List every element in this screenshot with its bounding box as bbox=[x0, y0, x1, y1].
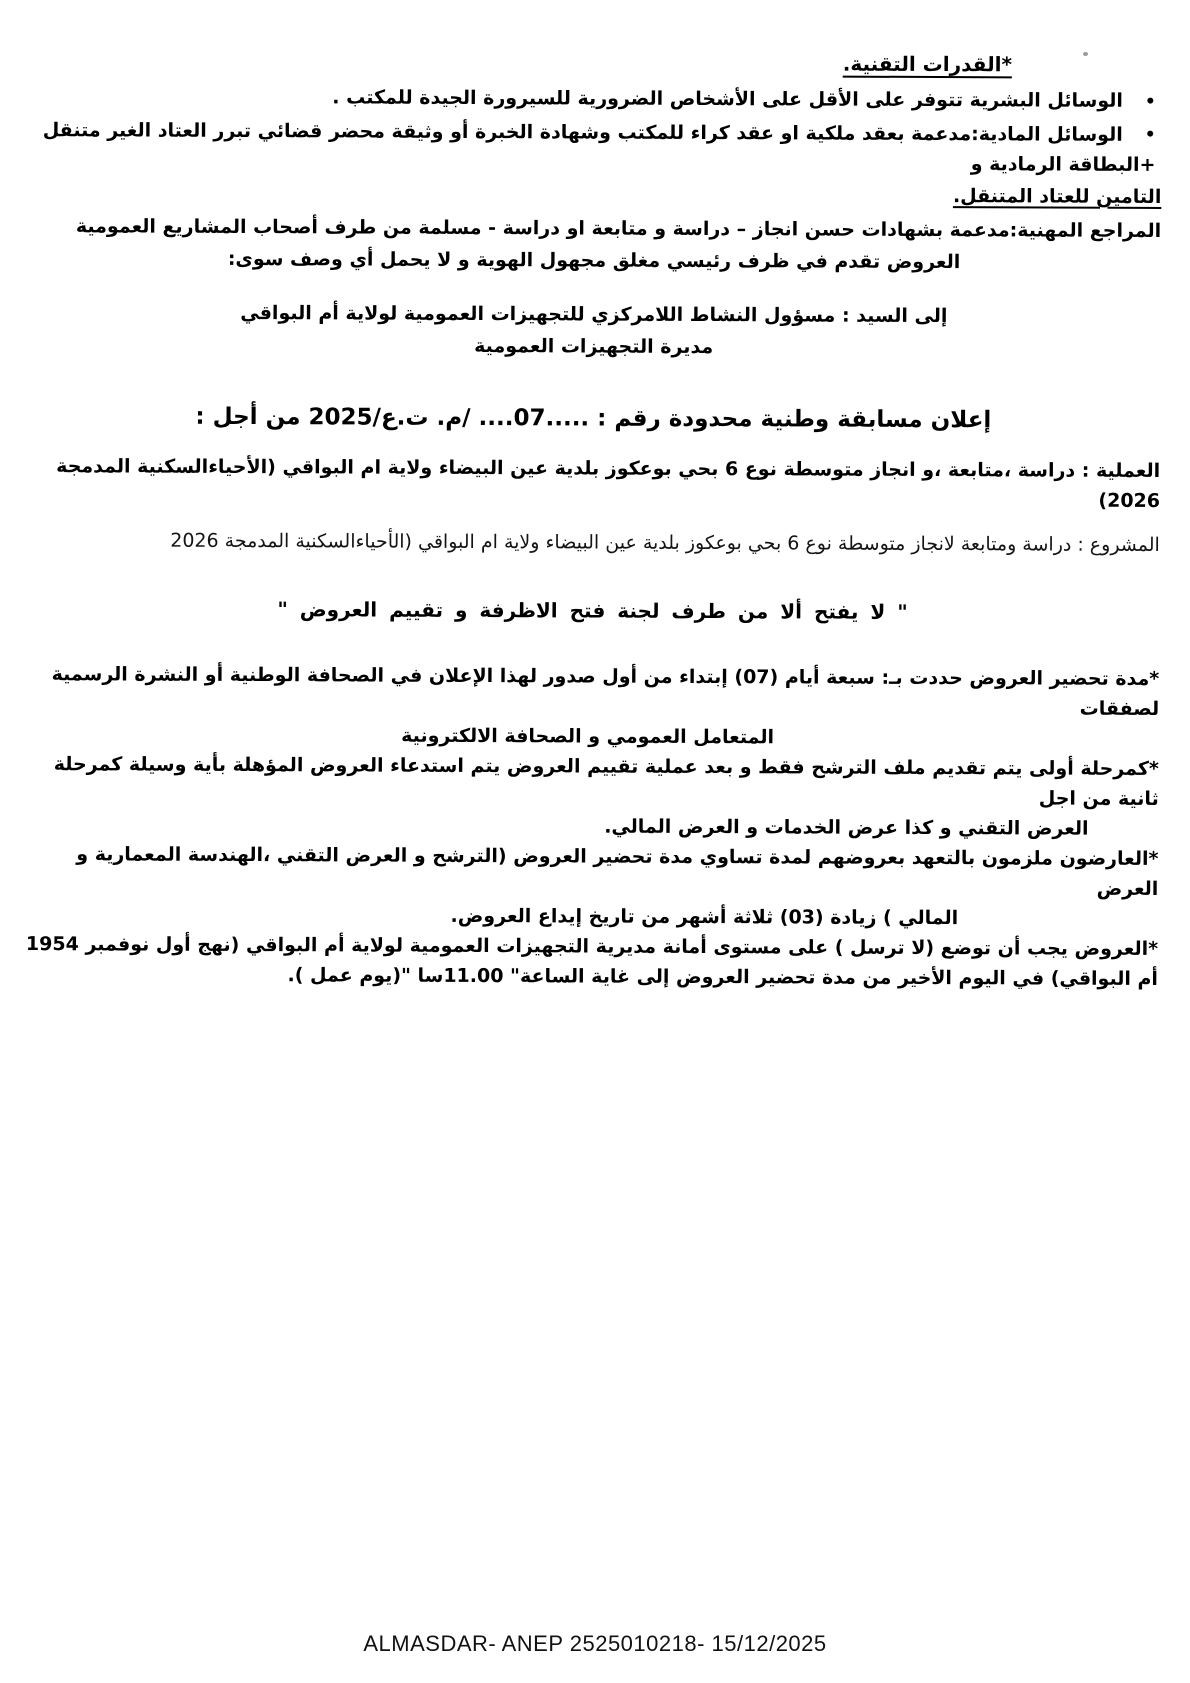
announcement-title: إعلان مسابقة وطنية محدودة رقم : .....07.... /م. ت.ع/2025 من أجل : bbox=[195, 403, 992, 434]
bullet-human-resources bbox=[28, 81, 1162, 116]
deposit-instruction-line1: *العروض يجب أن توضع (لا ترسل ) على مستوى أمانة مديرية التجهيزات العمومية لولاية أم البواقي (نهج أول نوفمبر 1954 bbox=[25, 933, 1159, 960]
technical-capacities-heading: *القدرات التقنية. bbox=[842, 51, 1012, 77]
deposit-instruction-line2: أم البواقي) في اليوم الأخير من مدة تحضير العروض إلى غاية الساعة" 11.00سا "(يوم عمل ). bbox=[287, 964, 1158, 990]
bullet-material-resources-text: الوسائل المادية:مدعمة بعقد ملكية او عقد كراء للمكتب وشهادة الخبرة أو وثيقة محضر قضائي تبرر العتاد الغير متنقل +البطاقة الرمادية و bbox=[42, 118, 1156, 176]
bullet-icon: • bbox=[1144, 91, 1156, 112]
preparation-duration-line2: المتعامل العمومي و الصحافة الالكترونية bbox=[401, 724, 775, 749]
bullet-icon: • bbox=[1144, 124, 1156, 145]
preparation-duration-line1: *مدة تحضير العروض حددت بـ: سبعة أيام (07) إبتداء من أول صدور لهذا الإعلان في الصحافة الوطنية أو النشرة الرسمية لصفقات bbox=[51, 663, 1160, 720]
bullet-human-resources-text: الوسائل البشرية تتوفر على الأقل على الأشخاص الضرورية للسيرورة الجيدة للمكتب . bbox=[332, 86, 1123, 112]
bidders-commitment-line1: *العارضون ملزمون بالتعهد بعروضهم لمدة تساوي مدة تحضير العروض (الترشح و العرض التقني ،الهندسة المعمارية و العرض bbox=[76, 843, 1159, 900]
bidders-commitment-line2: المالي ) زيادة (03) ثلاثة أشهر من تاريخ إيداع العروض. bbox=[450, 904, 959, 930]
anep-footer-reference: ALMASDAR- ANEP 2525010218- 15/12/2025 bbox=[363, 1631, 827, 1656]
envelope-instruction-line: العروض تقدم في ظرف رئيسي مغلق مجهول الهوية و لا يحمل أي وصف سوى: bbox=[227, 247, 961, 274]
phase-one-line2: العرض التقني و كذا عرض الخدمات و العرض المالي. bbox=[604, 815, 1089, 840]
opening-committee-quote: " لا يفتح ألا من طرف لجنة فتح الاظرفة و تقييم العروض " bbox=[277, 597, 908, 624]
phase-one-line1: *كمرحلة أولى يتم تقديم ملف الترشح فقط و بعد عملية تقييم العروض يتم استدعاء العروض المؤهلة بأية وسيلة كمرحلة ثانية من اجل bbox=[53, 753, 1159, 810]
directorate-line: مديرة التجهيزات العمومية bbox=[474, 335, 714, 359]
bullet-material-resources bbox=[27, 115, 1161, 180]
bullet-material-resources-continuation: التامين للعتاد المتنقل. bbox=[952, 185, 1162, 208]
document-content bbox=[24, 45, 1162, 994]
project-line: المشروع : دراسة ومتابعة لانجاز متوسطة نوع 6 بحي بوعكوز بلدية عين البيضاء ولاية ام البواقي (الأحياءالسكنية المدمجة 2026 bbox=[170, 529, 1160, 556]
professional-references-line: المراجع المهنية:مدعمة بشهادات حسن انجاز – دراسة و متابعة او دراسة - مسلمة من طرف أصحاب المشاريع العمومية bbox=[75, 215, 1162, 242]
addressee-line: إلى السيد : مسؤول النشاط اللامركزي للتجهيزات العمومية لولاية أم البواقي bbox=[240, 301, 948, 328]
operation-line: العملية : دراسة ،متابعة ،و انجاز متوسطة نوع 6 بحي بوعكوز بلدية عين البيضاء ولاية ام البواقي (الأحياءالسكنية المدمجة 2026) bbox=[56, 455, 1161, 512]
